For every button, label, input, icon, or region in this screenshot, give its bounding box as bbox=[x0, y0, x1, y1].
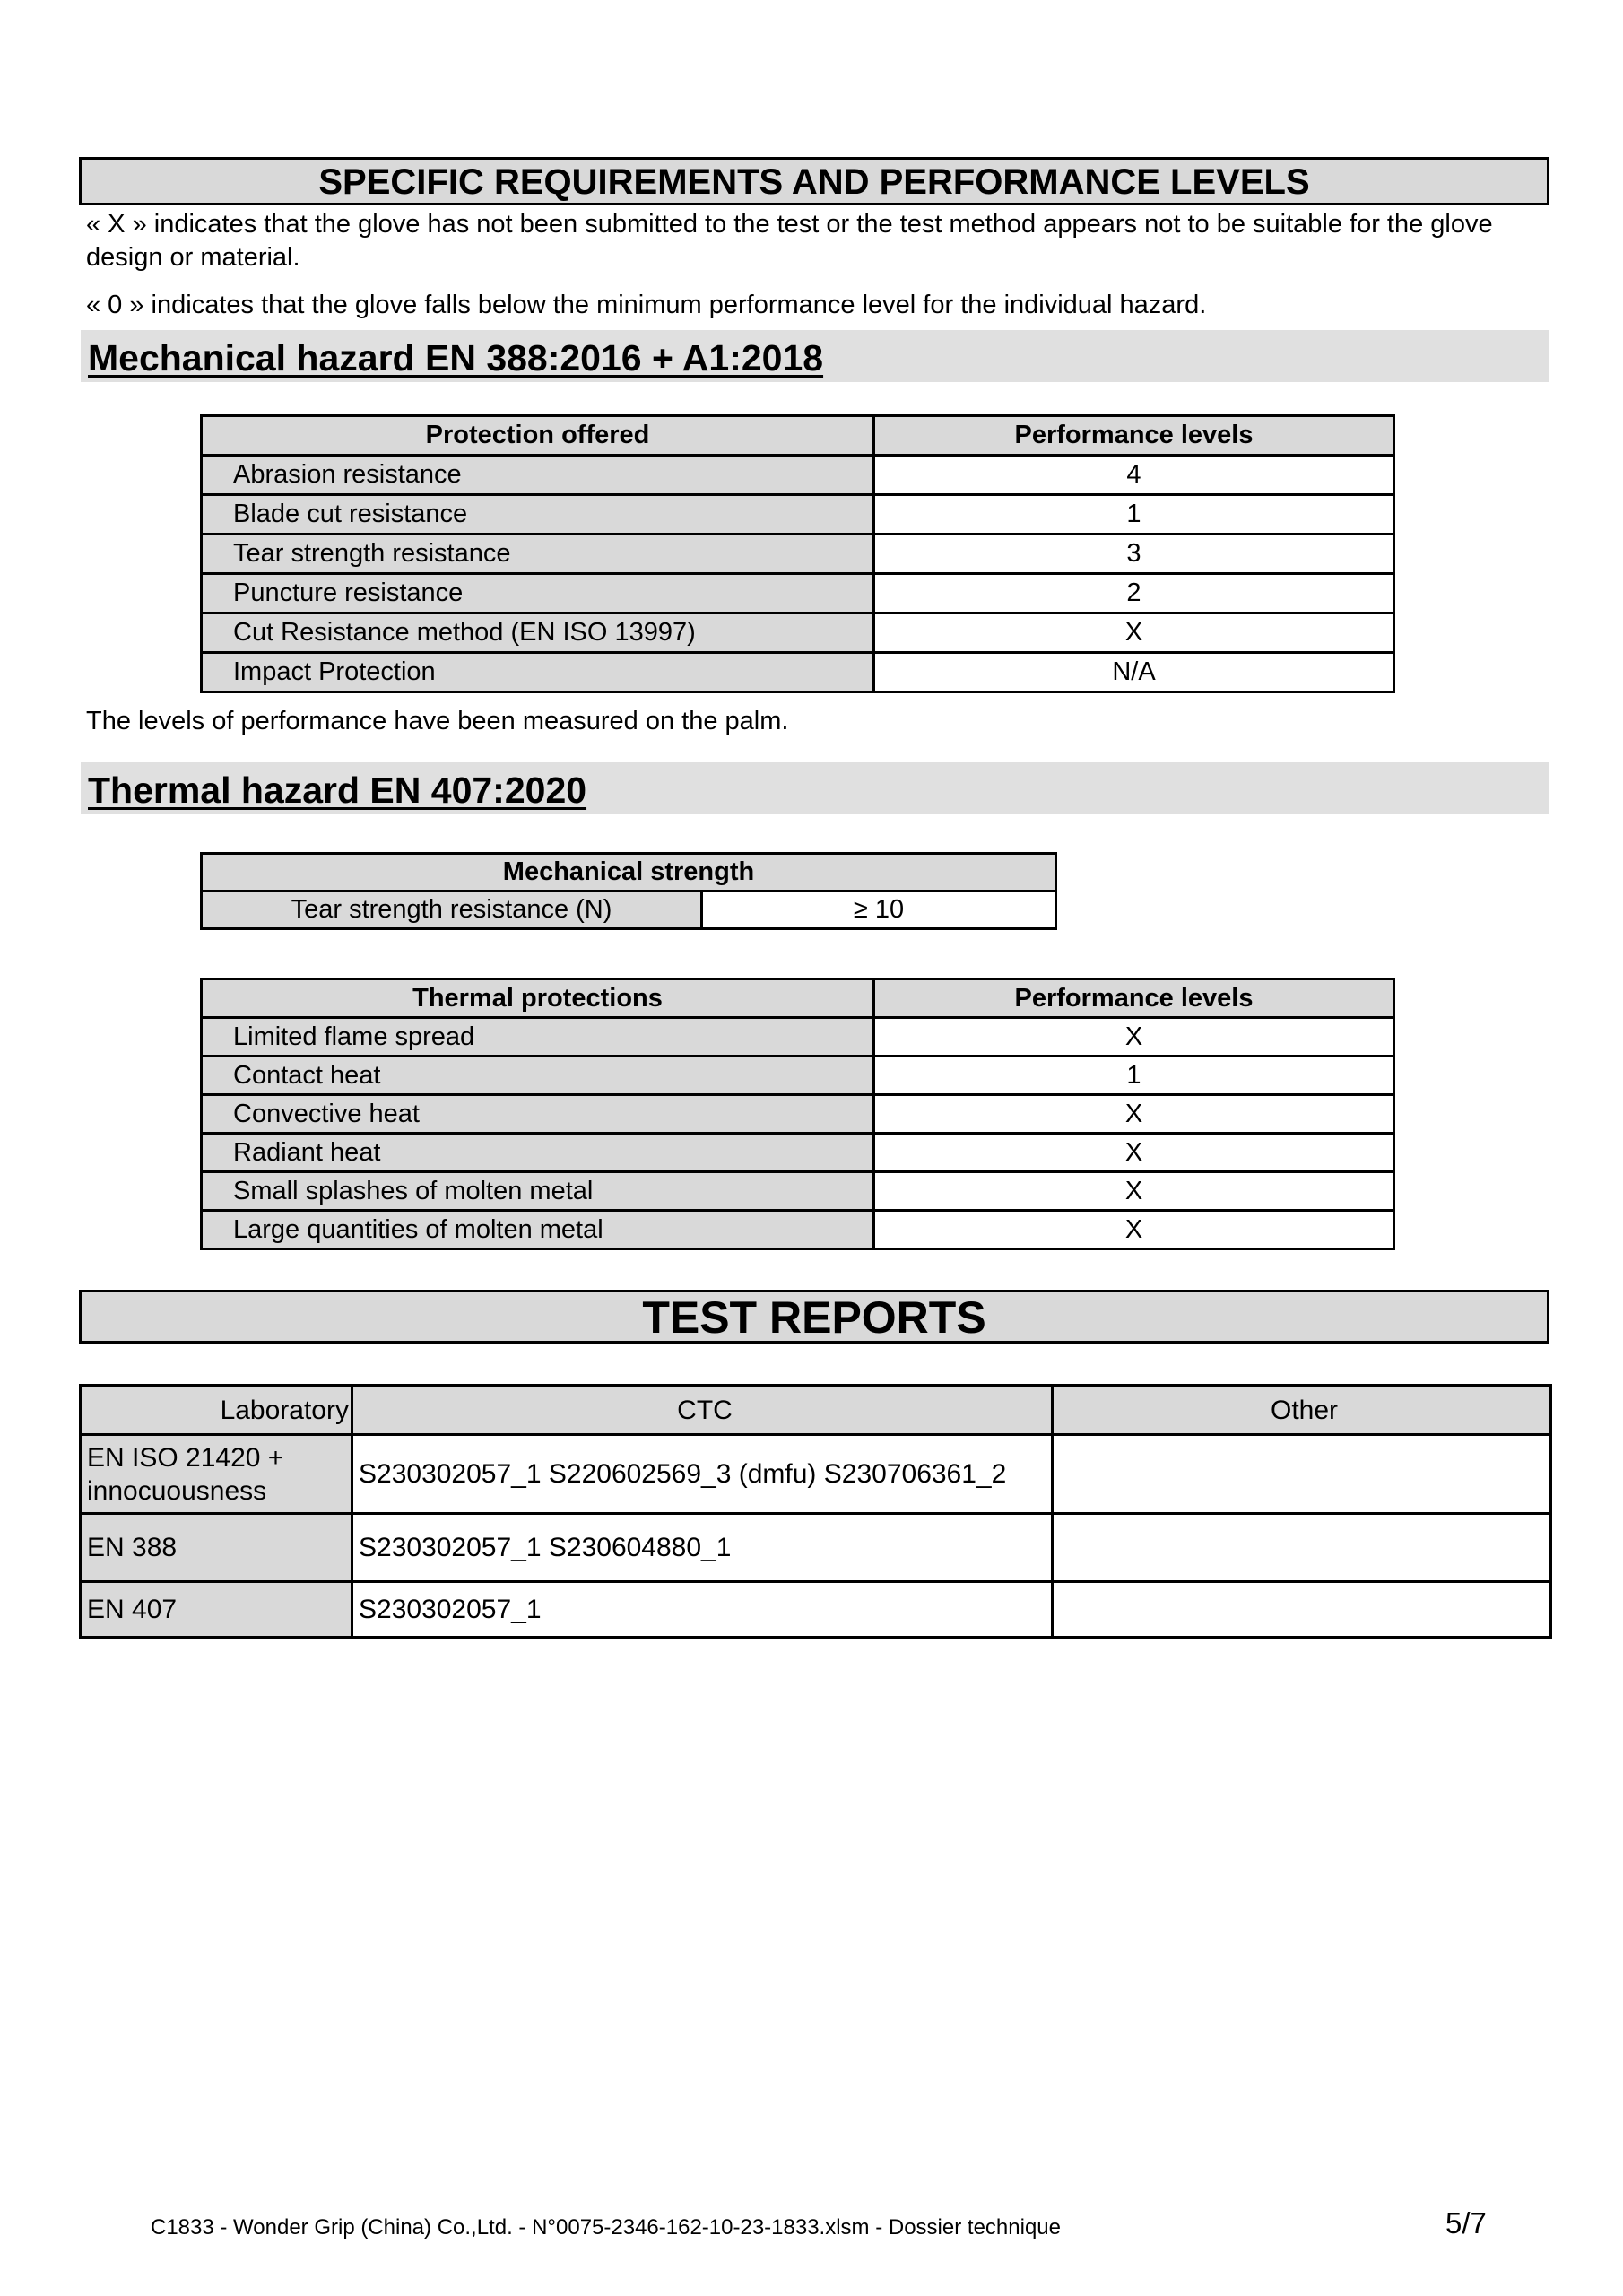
row-label: Contact heat bbox=[202, 1057, 874, 1095]
report-other bbox=[1053, 1582, 1551, 1638]
document-footer: C1833 - Wonder Grip (China) Co.,Ltd. - N°0075-2346-162-10-23-1833.xlsm - Dossier technique bbox=[151, 2215, 1061, 2239]
table-header-row bbox=[202, 416, 1394, 456]
column-header-levels: Performance levels bbox=[874, 416, 1394, 456]
mechanical-strength-table bbox=[200, 852, 1057, 930]
table-row bbox=[81, 1435, 1551, 1514]
row-label: Large quantities of molten metal bbox=[202, 1211, 874, 1249]
report-other bbox=[1053, 1435, 1551, 1514]
page-number: 5/7 bbox=[1445, 2206, 1487, 2239]
row-value: X bbox=[874, 1095, 1394, 1134]
row-value: ≥ 10 bbox=[702, 891, 1056, 929]
note-x-indicator: « X » indicates that the glove has not been submitted to the test or the test method appears not to be suitable for the glove design or material. bbox=[86, 210, 1493, 272]
row-value: 1 bbox=[874, 1057, 1394, 1095]
mechanical-hazard-heading bbox=[81, 330, 1549, 382]
report-standard: EN 407 bbox=[81, 1582, 352, 1638]
row-value: 1 bbox=[874, 495, 1394, 535]
test-reports-table bbox=[79, 1384, 1552, 1639]
table-header-row bbox=[81, 1386, 1551, 1435]
report-standard: EN ISO 21420 + innocuousness bbox=[81, 1435, 352, 1514]
thermal-performance-table bbox=[200, 978, 1395, 1250]
row-value: X bbox=[874, 613, 1394, 653]
row-value: X bbox=[874, 1211, 1394, 1249]
row-label: Cut Resistance method (EN ISO 13997) bbox=[202, 613, 874, 653]
thermal-hazard-heading bbox=[81, 762, 1549, 814]
section-banner-test-reports: TEST REPORTS bbox=[79, 1290, 1549, 1344]
row-value: X bbox=[874, 1172, 1394, 1211]
column-header-mechanical-strength: Mechanical strength bbox=[202, 854, 1056, 891]
palm-measurement-note: The levels of performance have been measured on the palm. bbox=[86, 707, 789, 735]
row-label: Limited flame spread bbox=[202, 1018, 874, 1057]
report-standard: EN 388 bbox=[81, 1514, 352, 1582]
table-row bbox=[202, 1057, 1394, 1095]
table-row bbox=[202, 613, 1394, 653]
column-header-other: Other bbox=[1053, 1386, 1551, 1435]
table-row bbox=[81, 1582, 1551, 1638]
row-label: Small splashes of molten metal bbox=[202, 1172, 874, 1211]
table-row bbox=[202, 1172, 1394, 1211]
section-banner-specific-requirements: SPECIFIC REQUIREMENTS AND PERFORMANCE LEVELS bbox=[79, 157, 1549, 205]
row-value: X bbox=[874, 1018, 1394, 1057]
report-ctc-references: S230302057_1 S220602569_3 (dmfu) S230706361_2 bbox=[352, 1435, 1053, 1514]
table-row bbox=[202, 653, 1394, 692]
table-row bbox=[202, 456, 1394, 495]
row-value: 3 bbox=[874, 535, 1394, 574]
table-row bbox=[202, 1134, 1394, 1172]
column-header-laboratory: Laboratory bbox=[81, 1386, 352, 1435]
mechanical-hazard-title: Mechanical hazard EN 388:2016 + A1:2018 bbox=[88, 337, 824, 378]
column-header-levels: Performance levels bbox=[874, 979, 1394, 1018]
row-label: Abrasion resistance bbox=[202, 456, 874, 495]
row-label: Blade cut resistance bbox=[202, 495, 874, 535]
row-label: Convective heat bbox=[202, 1095, 874, 1134]
table-row bbox=[81, 1514, 1551, 1582]
table-row bbox=[202, 495, 1394, 535]
row-label: Radiant heat bbox=[202, 1134, 874, 1172]
row-value: X bbox=[874, 1134, 1394, 1172]
row-value: 2 bbox=[874, 574, 1394, 613]
table-row bbox=[202, 1211, 1394, 1249]
row-label: Tear strength resistance bbox=[202, 535, 874, 574]
table-row bbox=[202, 535, 1394, 574]
row-label: Tear strength resistance (N) bbox=[202, 891, 702, 929]
note-0-indicator: « 0 » indicates that the glove falls below the minimum performance level for the individual hazard. bbox=[86, 291, 1207, 319]
thermal-hazard-title: Thermal hazard EN 407:2020 bbox=[88, 770, 587, 811]
table-row bbox=[202, 574, 1394, 613]
row-label: Puncture resistance bbox=[202, 574, 874, 613]
report-ctc-references: S230302057_1 bbox=[352, 1582, 1053, 1638]
row-value: 4 bbox=[874, 456, 1394, 495]
report-ctc-references: S230302057_1 S230604880_1 bbox=[352, 1514, 1053, 1582]
column-header-thermal-protections: Thermal protections bbox=[202, 979, 874, 1018]
table-row bbox=[202, 1018, 1394, 1057]
table-header-row bbox=[202, 979, 1394, 1018]
table-row bbox=[202, 1095, 1394, 1134]
report-other bbox=[1053, 1514, 1551, 1582]
row-label: Impact Protection bbox=[202, 653, 874, 692]
mechanical-performance-table bbox=[200, 414, 1395, 693]
table-row bbox=[202, 891, 1056, 929]
column-header-ctc: CTC bbox=[352, 1386, 1053, 1435]
column-header-protection: Protection offered bbox=[202, 416, 874, 456]
row-value: N/A bbox=[874, 653, 1394, 692]
table-header-row bbox=[202, 854, 1056, 891]
